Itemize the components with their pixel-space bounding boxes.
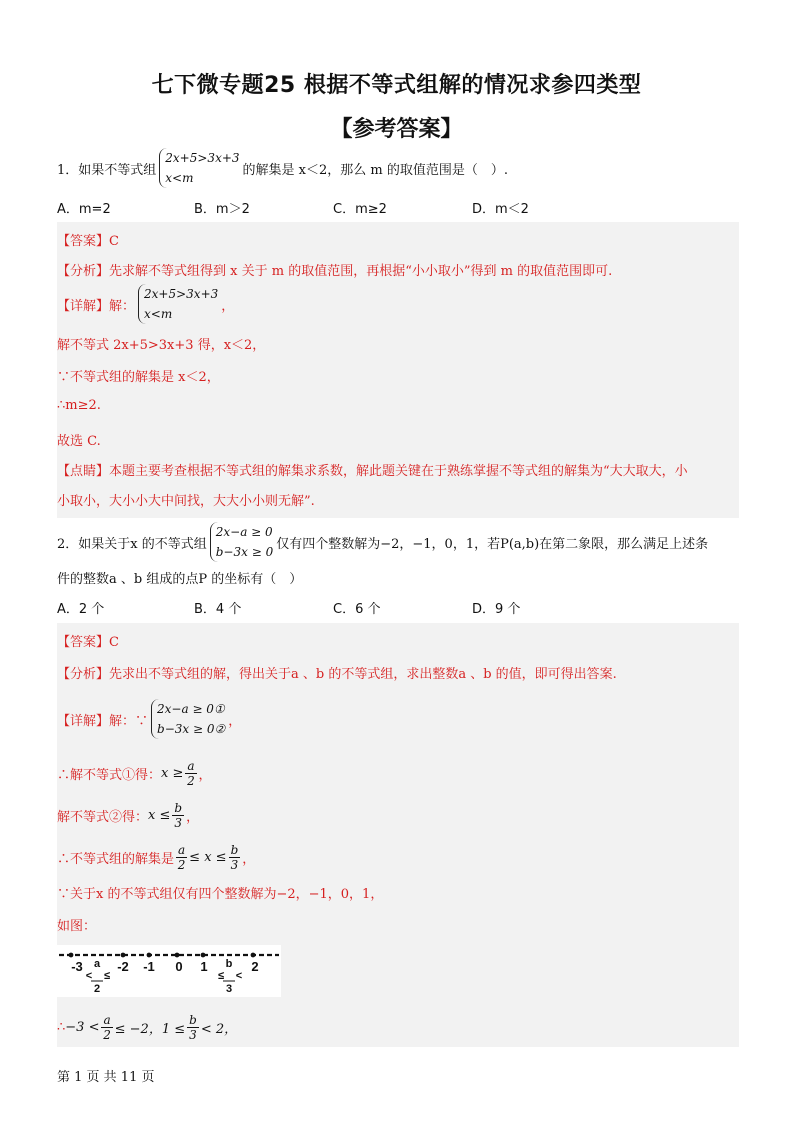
a1-detail — [57, 284, 739, 324]
a1-line-1: 解不等式 2x+5>3x+3 得，x＜2， — [57, 338, 266, 353]
page-subtitle: 【参考答案】 — [330, 117, 463, 142]
a2-step-3-text: ∴不等式组的解集是 — [57, 851, 175, 867]
q2-prefix: 2．如果关于x 的不等式组 — [57, 536, 207, 552]
a1-answer: 【答案】C — [57, 234, 119, 249]
a2-step-1: ∴解不等式①得： x ≥ $\frac{a}{2}$ ， — [57, 758, 212, 788]
svg-text:2: 2 — [93, 983, 101, 995]
a2-sys-line-2: b−3x ≥ 0② — [157, 722, 226, 736]
q1-option-b[interactable]: B．m＞2 — [194, 202, 250, 217]
a2-answer: 【答案】C — [57, 635, 119, 650]
q2-option-c[interactable]: C．6 个 — [333, 602, 381, 617]
tick-label: 0 — [175, 959, 183, 974]
q1-sys-line-1: 2x+5>3x+3 — [165, 151, 240, 165]
answer-1-panel — [57, 222, 739, 518]
tick-label: -2 — [117, 959, 129, 974]
a2-detail-prefix: 【详解】解：∵ — [57, 713, 149, 729]
a2-analysis: 【分析】先求出不等式组的解，得出关于a 、b 的不等式组，求出整数a 、b 的值，即可得出答案. — [57, 667, 617, 682]
q2-system — [210, 522, 273, 562]
a1-point-2: 小取小，大小小大中间找，大大小小则无解”. — [57, 494, 315, 509]
q2-option-a[interactable]: A．2 个 — [57, 602, 105, 617]
a2-step-2-math: x ≤ — [148, 807, 171, 823]
a1-analysis: 【分析】先求解不等式组得到 x 关于 m 的取值范围，再根据“小小取小”得到 m 的取值范围即可. — [57, 264, 613, 279]
q1-option-a[interactable]: A．m=2 — [57, 202, 111, 217]
svg-text:<: < — [85, 970, 93, 982]
a1-sys-line-2: x<m — [144, 307, 173, 321]
a1-detail-suffix: ， — [221, 298, 235, 314]
q2-sys-line-1: 2x−a ≥ 0 — [215, 525, 273, 539]
svg-text:b: b — [225, 958, 233, 970]
tick-label: 2 — [251, 959, 259, 974]
q1-option-d[interactable]: D．m＜2 — [472, 202, 529, 217]
tick-label: 1 — [200, 959, 208, 974]
page-footer: 第 1 页 共 11 页 — [57, 1070, 155, 1085]
a2-step-2-text: 解不等式②得： — [57, 809, 149, 825]
number-line-figure — [57, 945, 281, 997]
q1-suffix: 的解集是 x＜2，那么 m 的取值范围是（ ）. — [242, 162, 508, 178]
a2-step-6-math-a: −3 < — [65, 1019, 100, 1035]
a2-step-3-math: ≤ x ≤ — [189, 849, 227, 865]
fraction-b-over-3: $\frac{b}{3}$ — [230, 842, 239, 872]
q1-sys-line-2: x<m — [165, 171, 194, 185]
svg-text:≤: ≤ — [217, 970, 225, 982]
fraction-b-over-3: $\frac{b}{3}$ — [174, 800, 183, 830]
q2-suffix: 仅有四个整数解为−2，−1，0，1，若P(a,b)在第二象限，那么满足上述条 — [276, 536, 709, 552]
tick-label: -3 — [71, 959, 83, 974]
a2-sys-line-1: 2x−a ≥ 0① — [157, 702, 225, 716]
svg-text:≤: ≤ — [103, 970, 111, 982]
q1-system — [159, 148, 239, 188]
q1-option-c[interactable]: C．m≥2 — [333, 202, 387, 217]
svg-text:<: < — [235, 970, 243, 982]
a2-step-1-math: x ≥ — [161, 765, 184, 781]
a1-line-3: ∴m≥2. — [57, 398, 101, 413]
fraction-b-over-3: $\frac{b}{3}$ — [189, 1012, 197, 1042]
tick-label: -1 — [143, 959, 155, 974]
a2-detail — [57, 699, 739, 739]
a2-step-5: 如图： — [57, 919, 97, 934]
a1-line-2: ∵不等式组的解集是 x＜2， — [57, 370, 220, 385]
a2-step-6 — [57, 1009, 739, 1045]
a1-line-4: 故选 C. — [57, 434, 101, 449]
question-1 — [57, 146, 739, 190]
svg-text:a: a — [93, 958, 101, 970]
number-line — [57, 945, 281, 997]
question-2 — [57, 522, 739, 590]
a1-detail-prefix: 【详解】解： — [57, 298, 136, 314]
a2-step-1-text: ∴解不等式①得： — [57, 767, 162, 783]
a2-detail-suffix: ， — [228, 713, 242, 729]
a2-step-6-math-c: < 2， — [200, 1021, 238, 1037]
a1-point-1: 【点睛】本题主要考查根据不等式组的解集求系数，解此题关键在于熟练掌握不等式组的解集为“大大取大，小 — [57, 464, 688, 479]
a2-step-4: ∵关于x 的不等式组仅有四个整数解为−2，−1，0，1， — [57, 887, 384, 902]
a2-step-6-math-b: ≤ −2，1 ≤ — [114, 1021, 186, 1037]
q2-line-2: 件的整数a 、b 组成的点P 的坐标有（ ） — [57, 572, 303, 587]
a2-step-6-text: ∴ — [57, 1019, 66, 1035]
q2-sys-line-2: b−3x ≥ 0 — [215, 545, 274, 559]
fraction-a-over-2: $\frac{a}{2}$ — [177, 842, 186, 872]
fraction-a-over-2: $\frac{a}{2}$ — [187, 758, 195, 788]
page-title: 七下微专题25 根据不等式组解的情况求参四类型 — [151, 73, 642, 98]
q2-option-d[interactable]: D．9 个 — [472, 602, 521, 617]
a2-detail-system — [151, 699, 225, 739]
a1-detail-system — [138, 284, 218, 324]
a2-step-2: 解不等式②得： x ≤ $\frac{b}{3}$ ， — [57, 800, 200, 830]
svg-text:3: 3 — [225, 983, 233, 995]
a1-sys-line-1: 2x+5>3x+3 — [144, 287, 219, 301]
q2-option-b[interactable]: B．4 个 — [194, 602, 242, 617]
fraction-a-over-2: $\frac{a}{2}$ — [103, 1012, 111, 1042]
q1-prefix: 1．如果不等式组 — [57, 162, 157, 178]
a2-step-3: ∴不等式组的解集是 $\frac{a}{2}$ ≤ x ≤ $\frac{b}{3}$ ， — [57, 842, 256, 872]
answer-2-panel — [57, 623, 739, 1047]
